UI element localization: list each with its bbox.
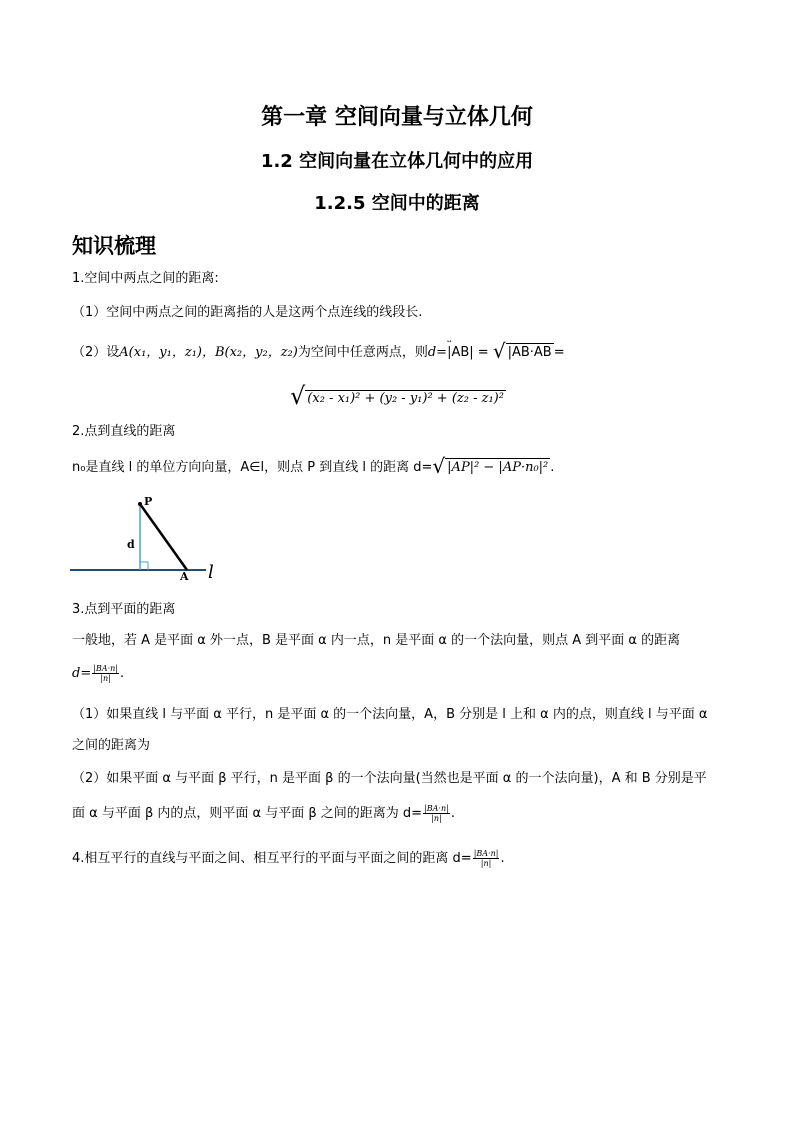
item1-p2-mid: 为空间中任意两点，则 bbox=[297, 345, 428, 360]
item4-text bbox=[72, 849, 505, 868]
item1-p2-sqrt: |AB·AB bbox=[507, 345, 552, 360]
item3-p2-line2 bbox=[72, 804, 455, 823]
section-title: 1.2 空间向量在立体几何中的应用 bbox=[260, 151, 534, 172]
point-p bbox=[138, 502, 142, 506]
distance-formula-body: (x₂ - x₁)² + (y₂ - y₁)² + (z₂ - z₁)² bbox=[307, 391, 504, 406]
item2-title: 2.点到直线的距离 bbox=[72, 424, 176, 439]
item2-end: . bbox=[550, 460, 555, 475]
item4-body: 4.相互平行的直线与平面之间、相互平行的平面与平面之间的距离 d= bbox=[72, 851, 472, 866]
item1-p2-prefix: （2）设 bbox=[72, 345, 120, 360]
label-a: A bbox=[180, 570, 189, 583]
sqrt-icon: √ bbox=[432, 454, 446, 478]
segment-pa bbox=[140, 504, 187, 570]
item3-text: 一般地，若 A 是平面 α 外一点，B 是平面 α 内一点，n 是平面 α 的一个法向量，则点 A 到平面 α 的距离 bbox=[72, 633, 681, 648]
chapter-title: 第一章 空间向量与立体几何 bbox=[261, 105, 533, 130]
item3-p1-line2: 之间的距离为 bbox=[72, 738, 151, 753]
item4-fraction: $\frac{|BA\cdot n|}{|n|}$ bbox=[473, 849, 499, 868]
formula-end: . bbox=[119, 666, 125, 681]
label-p: P bbox=[144, 495, 153, 508]
distance-formula bbox=[290, 382, 506, 410]
item1-p2-points: A(x₁，y₁，z₁)，B(x₂，y₂，z₂) bbox=[119, 345, 298, 360]
label-d: d bbox=[127, 538, 135, 551]
item3-p2-line1: （2）如果平面 α 与平面 β 平行，n 是平面 β 的一个法向量(当然也是平面 α 的一个法向量)，A 和 B 分别是平 bbox=[72, 771, 707, 786]
formula-end: . bbox=[500, 851, 505, 866]
item1-p2-eq: | = bbox=[469, 345, 489, 360]
point-line-figure bbox=[70, 492, 230, 584]
item2-text-body: n₀是直线 l 的单位方向向量，A∈l，则点 P 到直线 l 的距离 d= bbox=[72, 460, 433, 475]
item3-p2-text: 面 α 与平面 β 内的点，则平面 α 与平面 β 之间的距离为 d= bbox=[72, 806, 423, 821]
distance-fraction: $\frac{|BA\cdot n|}{|n|}$ bbox=[93, 664, 118, 683]
plane-distance-fraction: $\frac{|BA\cdot n|}{|n|}$ bbox=[424, 804, 449, 823]
item3-p1-line1: （1）如果直线 l 与平面 α 平行，n 是平面 α 的一个法向量，A，B 分别是 l 上和 α 内的点，则直线 l 与平面 α bbox=[72, 707, 708, 722]
d-prefix: d= bbox=[72, 666, 92, 681]
item3-formula bbox=[72, 664, 124, 683]
item1-p1: （1）空间中两点之间的距离指的人是这两个点连线的线段长. bbox=[72, 305, 423, 320]
knowledge-heading: 知识梳理 bbox=[72, 234, 156, 258]
sqrt-icon: √ bbox=[492, 339, 506, 363]
sqrt-icon: √ bbox=[290, 382, 306, 410]
formula-end: . bbox=[450, 806, 455, 821]
right-angle-mark bbox=[140, 562, 148, 570]
item1-p2-d: d=| bbox=[427, 345, 452, 360]
label-l: l bbox=[208, 562, 214, 583]
item2-text bbox=[72, 454, 555, 478]
subsection-title: 1.2.5 空间中的距离 bbox=[314, 193, 480, 214]
item2-sqrt: |AP|² − |AP·n₀|² bbox=[447, 460, 549, 475]
item1-title: 1.空间中两点之间的距离: bbox=[72, 271, 219, 286]
item1-p2 bbox=[72, 339, 565, 363]
item3-title: 3.点到平面的距离 bbox=[72, 602, 176, 617]
item1-p2-end: = bbox=[553, 345, 565, 360]
ab-vector: AB bbox=[451, 345, 470, 360]
